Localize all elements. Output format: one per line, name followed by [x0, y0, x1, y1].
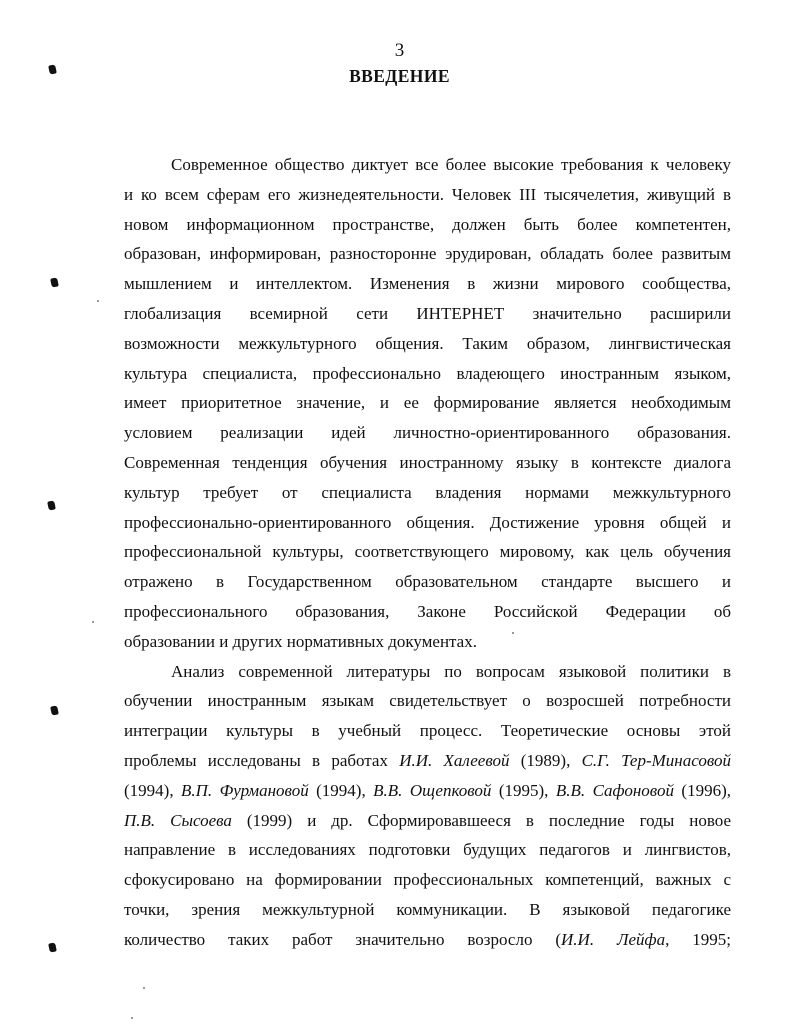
scan-mark: [48, 942, 57, 952]
scan-speck: [512, 632, 514, 634]
scan-speck: [131, 1017, 133, 1019]
text-line: новом информационном пространстве, должен быть более компетентен,: [124, 214, 731, 234]
text-line-with-citations: (1994), В.П. Фурмановой (1994), В.В. Ощепковой (1995), В.В. Сафоновой (1996),: [124, 780, 731, 800]
text-line: глобализация всемирной сети ИНТЕРНЕТ значительно расширили: [124, 303, 731, 323]
text-line: образовании и других нормативных документах.: [124, 631, 477, 651]
text-line-with-citations: количество таких работ значительно возросло (И.И. Лейфа, 1995;: [124, 929, 731, 949]
author-citation: В.П. Фурмановой: [181, 780, 309, 800]
author-citation: П.В. Сысоева: [124, 810, 232, 830]
text-line: Современная тенденция обучения иностранному языку в контексте диалога: [124, 452, 731, 472]
text-line: возможности межкультурного общения. Таким образом, лингвистическая: [124, 333, 731, 353]
scan-speck: [92, 621, 94, 623]
author-citation: И.И. Халеевой: [399, 750, 510, 770]
text-line: образован, информирован, разносторонне эрудирован, обладать более развитым: [124, 244, 731, 264]
scan-mark: [47, 500, 56, 510]
text-line: профессионального образования, Законе Российской Федерации об: [124, 601, 731, 621]
text-line: и ко всем сферам его жизнедеятельности. Человек III тысячелетия, живущий в: [124, 184, 731, 204]
text-line: профессиональной культуры, соответствующего мировому, как цель обучения: [124, 542, 731, 562]
paragraph-2: [124, 657, 731, 955]
text-line: точки, зрения межкультурной коммуникации. В языковой педагогике: [124, 899, 731, 919]
text-line: интеграции культуры в учебный процесс. Теоретические основы этой: [124, 721, 731, 741]
text-line-with-citations: проблемы исследованы в работах И.И. Халеевой (1989), С.Г. Тер-Минасовой: [124, 750, 731, 770]
text-line: имеет приоритетное значение, и ее формирование является необходимым: [124, 393, 731, 413]
paragraph-1: [124, 150, 731, 657]
scan-speck: [97, 300, 99, 302]
author-citation: И.И. Лейфа: [561, 929, 666, 949]
text-line: условием реализации идей личностно-ориентированного образования.: [124, 423, 731, 443]
author-citation: С.Г. Тер-Минасовой: [581, 750, 731, 770]
text-line: культур требует от специалиста владения нормами межкультурного: [124, 482, 731, 502]
author-citation: В.В. Сафоновой: [555, 780, 674, 800]
text-line: культура специалиста, профессионально владеющего иностранным языком,: [124, 363, 731, 383]
scan-speck: [143, 987, 145, 989]
scan-mark: [50, 705, 59, 715]
text-line: мышлением и интеллектом. Изменения в жизни мирового сообщества,: [124, 274, 731, 294]
body-text: [124, 150, 731, 955]
text-line: профессионально-ориентированного общения. Достижение уровня общей и: [124, 512, 731, 532]
text-line: Современное общество диктует все более высокие требования к человеку: [171, 155, 731, 174]
page-number: 3: [394, 40, 405, 61]
text-line: Анализ современной литературы по вопросам языковой политики в: [171, 661, 731, 681]
text-line: отражено в Государственном образовательном стандарте высшего и: [124, 572, 731, 592]
author-citation: В.В. Ощепковой: [373, 780, 492, 800]
scan-mark: [50, 277, 59, 287]
page-title: ВВЕДЕНИЕ: [349, 66, 450, 86]
text-line: сфокусировано на формировании профессиональных компетенций, важных с: [124, 870, 731, 890]
text-line-with-citations: П.В. Сысоева (1999) и др. Сформировавшееся в последние годы новое: [124, 810, 731, 830]
text-line: направление в исследованиях подготовки будущих педагогов и лингвистов,: [124, 840, 731, 860]
text-line: обучении иностранным языкам свидетельствует о возросшей потребности: [124, 691, 731, 711]
